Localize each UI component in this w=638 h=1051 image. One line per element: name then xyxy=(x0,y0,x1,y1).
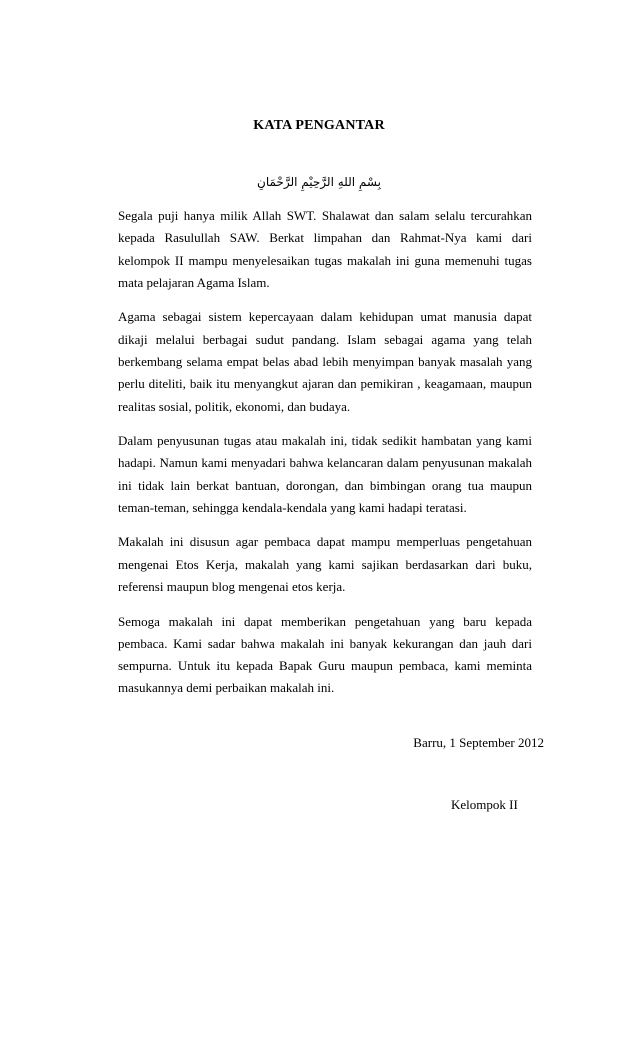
place-date: Barru, 1 September 2012 xyxy=(413,735,544,750)
paragraph-4: Makalah ini disusun agar pembaca dapat mampu memperluas pengetahuan mengenai Etos Kerja, makalah yang kami sajikan berdasarkan dari buku, referensi maupun blog mengenai etos kerja. xyxy=(118,534,532,595)
basmala-text: بِسْمِ اللهِ الرَّحِيْمِ الرَّحْمَانِ xyxy=(257,175,381,189)
paragraph-5: Semoga makalah ini dapat memberikan pengetahuan yang baru kepada pembaca. Kami sadar bahwa makalah ini banyak kekurangan dan jauh dari sempurna. Untuk itu kepada Bapak Guru maupun pembaca, kami meminta masukannya demi perbaikan makalah ini. xyxy=(118,613,532,696)
paragraph-3: Dalam penyusunan tugas atau makalah ini, tidak sedikit hambatan yang kami hadapi. Namun kami menyadari bahwa kelancaran dalam penyusunan makalah ini tidak lain berkat bantuan, dorongan, dan bimbingan orang tua maupun teman-teman, sehingga kendala-kendala yang kami hadapi teratasi. xyxy=(118,433,532,515)
signatory: Kelompok II xyxy=(451,797,518,812)
paragraph-2: Agama sebagai sistem kepercayaan dalam kehidupan umat manusia dapat dikaji melalui berbagai sudut pandang. Islam sebagai agama yang telah berkembang selama empat belas abad lebih menyimpan banyak masalah yang perlu diteliti, baik itu menyangkut ajaran dan pemikiran , keagamaan, maupun realitas sosial, politik, ekonomi, dan budaya. xyxy=(118,309,532,414)
paragraph-1: Segala puji hanya milik Allah SWT. Shalawat dan salam selalu tercurahkan kepada Rasulullah SAW. Berkat limpahan dan Rahmat-Nya kami dari kelompok II mampu menyelesaikan tugas makalah ini guna memenuhi tugas mata pelajaran Agama Islam. xyxy=(118,208,532,290)
body-text xyxy=(118,205,532,712)
page-title: KATA PENGANTAR xyxy=(253,118,385,133)
